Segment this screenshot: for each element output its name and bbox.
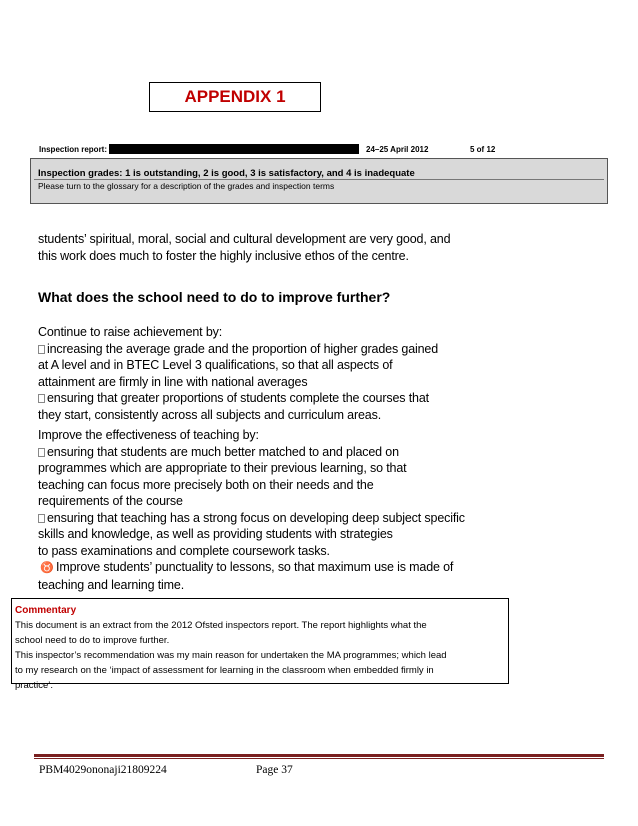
commentary-line: practice’. (15, 680, 54, 691)
bullet-text: ensuring that greater proportions of students complete the courses that (47, 391, 429, 405)
bullet-continuation: programmes which are appropriate to their previous learning, so that (38, 461, 407, 475)
bullet-text: ensuring that students are much better matched to and placed on (47, 444, 399, 459)
bullet-item (38, 559, 465, 577)
commentary-line: to my research on the ‘impact of assessment for learning in the classroom when embedded firmly in (15, 665, 434, 676)
bullet-continuation: teaching can focus more precisely both on their needs and the (38, 477, 374, 492)
inspection-report-header (33, 142, 503, 156)
bullet-box-icon (38, 394, 45, 403)
footer-author-id: PBM4029ononaji21809224 (39, 764, 167, 776)
report-dates: 24–25 April 2012 (366, 145, 429, 154)
bullet-box-icon (38, 448, 45, 457)
grades-description: Inspection grades: 1 is outstanding, 2 is good, 3 is satisfactory, and 4 is inadequate (38, 168, 415, 179)
commentary-title: Commentary (15, 605, 77, 616)
bullet-item (38, 444, 465, 461)
redacted-block (109, 144, 359, 154)
commentary-line: This document is an extract from the 2012 Ofsted inspectors report. The report highlights what the (15, 620, 427, 631)
bullet-continuation: attainment are firmly in line with national averages (38, 374, 308, 389)
section-heading: What does the school need to do to improve further? (38, 289, 391, 305)
bullet-item (38, 341, 438, 358)
commentary-line: This inspector’s recommendation was my main reason for undertaken the MA programmes; which lead (15, 650, 447, 661)
commentary-line: school need to do to improve further. (15, 635, 170, 646)
glossary-note: Please turn to the glossary for a description of the grades and inspection terms (38, 181, 335, 191)
appendix-title: APPENDIX 1 (149, 82, 321, 112)
intro-line: students’ spiritual, moral, social and cultural development are very good, and (38, 232, 451, 246)
bullet-continuation: teaching and learning time. (38, 577, 185, 592)
bullet-continuation: skills and knowledge, as well as providing students with strategies (38, 527, 393, 541)
taurus-bullet-icon: ♉ (40, 562, 54, 574)
bullet-continuation: to pass examinations and complete coursework tasks. (38, 543, 330, 558)
footer-rule-thin (34, 758, 604, 759)
teaching-section (38, 427, 465, 593)
bullet-continuation: requirements of the course (38, 494, 183, 508)
bullet-text: Improve students’ punctuality to lessons, so that maximum use is made of (56, 560, 454, 574)
achievement-lead: Continue to raise achievement by: (38, 325, 223, 339)
bullet-continuation: at A level and in BTEC Level 3 qualifications, so that all aspects of (38, 358, 393, 372)
grades-divider (34, 179, 604, 180)
intro-line: this work does much to foster the highly inclusive ethos of the centre. (38, 248, 409, 263)
commentary-box (11, 598, 509, 691)
bullet-continuation: they start, consistently across all subjects and curriculum areas. (38, 407, 382, 422)
bullet-text: increasing the average grade and the proportion of higher grades gained (47, 341, 439, 356)
bullet-box-icon (38, 345, 45, 354)
footer-page-number: Page 37 (256, 764, 293, 776)
bullet-text: ensuring that teaching has a strong focus on developing deep subject specific (47, 510, 465, 525)
bullet-box-icon (38, 514, 45, 523)
intro-paragraph (38, 231, 450, 264)
report-page-count: 5 of 12 (470, 145, 496, 154)
bullet-item (38, 390, 438, 407)
bullet-item (38, 510, 465, 527)
teaching-lead: Improve the effectiveness of teaching by: (38, 428, 259, 442)
grades-box (30, 158, 608, 204)
footer-rule-thick (34, 754, 604, 757)
achievement-section (38, 324, 438, 423)
report-label: Inspection report: (39, 145, 108, 154)
